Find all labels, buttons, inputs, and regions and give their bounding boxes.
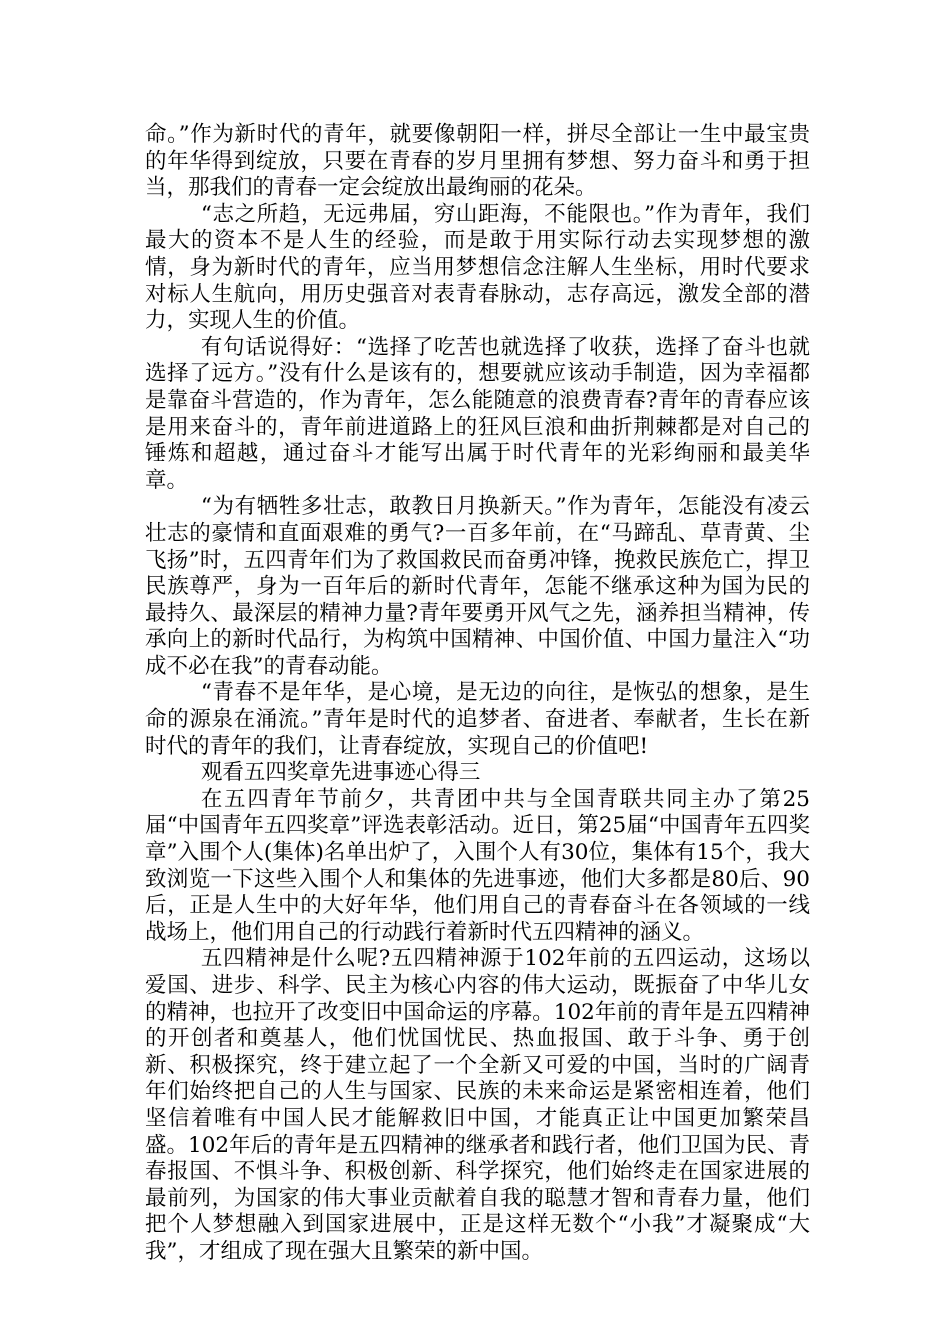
paragraph-4: “为有牺牲多壮志，敢教日月换新天。”作为青年，怎能没有凌云壮志的豪情和直面艰难的勇气?一百多年前，在“马蹄乱、草青黄、尘飞扬”时，五四青年们为了救国救民而奋勇冲锋，挽救民族危亡，捍卫民族尊严，身为一百年后的新时代青年，怎能不继承这种为国为民的最持久、最深层的精神力量?青年要勇开风气之先，涵养担当精神，传承向上的新时代品行，为构筑中国精神、中国价值、中国力量注入“功成不必在我”的青春动能。 [145, 494, 810, 679]
paragraph-5: “青春不是年华，是心境，是无边的向往，是恢弘的想象，是生命的源泉在涌流。”青年是时代的追梦者、奋进者、奉献者，生长在新时代的青年的我们，让青春绽放，实现自己的价值吧! [145, 680, 810, 759]
section-heading: 观看五四奖章先进事迹心得三 [200, 760, 481, 786]
paragraph-7: 五四精神是什么呢?五四精神源于102年前的五四运动，这场以爱国、进步、科学、民主为核心内容的伟大运动，既振奋了中华儿女的精神，也拉开了改变旧中国命运的序幕。102年前的青年是五四精神的开创者和奠基人，他们忧国忧民、热血报国、敢于斗争、勇于创新、积极探究，终于建立起了一个全新又可爱的中国，当时的广阔青年们始终把自己的人生与国家、民族的未来命运是紧密相连着，他们坚信着唯有中国人民才能解救旧中国，才能真正让中国更加繁荣昌盛。102年后的青年是五四精神的继承者和践行者，他们卫国为民、青春报国、不惧斗争、积极创新、科学探究，他们始终走在国家进展的最前列，为国家的伟大事业贡献着自我的聪慧才智和青春力量，他们把个人梦想融入到国家进展中，正是这样无数个“小我”才凝聚成“大我”，才组成了现在强大且繁荣的新中国。 [145, 946, 810, 1264]
paragraph-2: “志之所趋，无远弗届，穷山距海，不能限也。”作为青年，我们最大的资本不是人生的经验，而是敢于用实际行动去实现梦想的激情，身为新时代的青年，应当用梦想信念注解人生坐标，用时代要求对标人生航向，用历史强音对表青春脉动，志存高远，激发全部的潜力，实现人生的价值。 [145, 201, 810, 334]
paragraph-3: 有句话说得好：“选择了吃苦也就选择了收获，选择了奋斗也就选择了远方。”没有什么是该有的，想要就应该动手制造，因为幸福都是靠奋斗营造的，作为青年，怎么能随意的浪费青春?青年的青春应该是用来奋斗的，青年前进道路上的狂风巨浪和曲折荆棘都是对自己的锤炼和超越，通过奋斗才能写出属于时代青年的光彩绚丽和最美华章。 [145, 334, 810, 493]
paragraph-6: 在五四青年节前夕，共青团中共与全国青联共同主办了第25届“中国青年五四奖章”评选表彰活动。近日，第25届“中国青年五四奖章”入围个人(集体)名单出炉了，入围个人有30位，集体有15个，我大致浏览一下这些入围个人和集体的先进事迹，他们大多都是80后、90后，正是人生中的大好年华，他们用自己的青春奋斗在各领域的一线战场上，他们用自己的行动践行着新时代五四精神的涵义。 [145, 786, 810, 945]
document-page [145, 122, 810, 1266]
paragraph-1: 命。”作为新时代的青年，就要像朝阳一样，拼尽全部让一生中最宝贵的年华得到绽放，只要在青春的岁月里拥有梦想、努力奋斗和勇于担当，那我们的青春一定会绽放出最绚丽的花朵。 [145, 122, 810, 201]
